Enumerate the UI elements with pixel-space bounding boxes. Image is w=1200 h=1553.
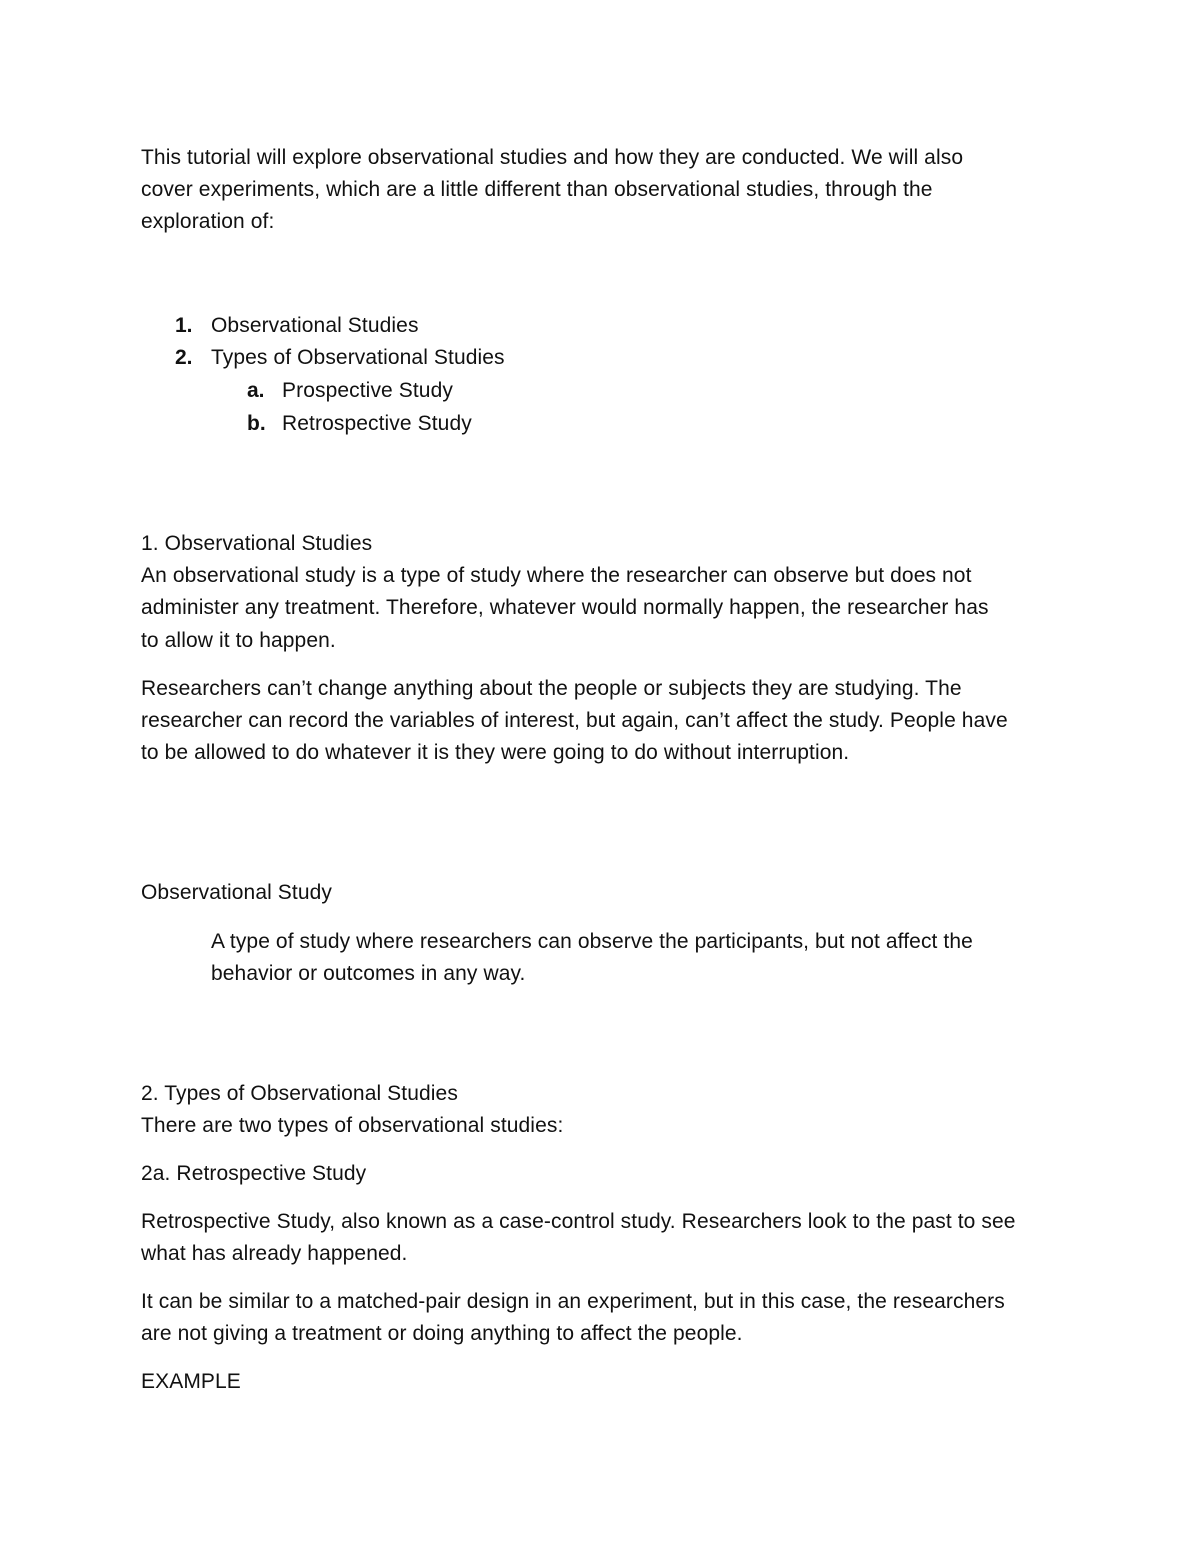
toc-item-2-marker: 2. [175, 346, 193, 369]
section1-para2-line-2: researcher can record the variables of interest, but again, can’t affect the study. People have [141, 709, 1008, 732]
section2-para1-line-2: what has already happened. [141, 1242, 408, 1265]
section1-para2-line-3: to be allowed to do whatever it is they were going to do without interruption. [141, 741, 850, 764]
toc-item-1-marker: 1. [175, 314, 193, 337]
toc-subitem-b-marker: b. [247, 412, 266, 435]
definition-term: Observational Study [141, 881, 333, 904]
section2-intro: There are two types of observational studies: [141, 1114, 564, 1137]
toc-subitem-a-marker: a. [247, 379, 265, 402]
section2-para1-line-1: Retrospective Study, also known as a case-control study. Researchers look to the past to see [141, 1210, 1016, 1233]
section2-para2-line-2: are not giving a treatment or doing anything to affect the people. [141, 1322, 743, 1345]
section1-heading: 1. Observational Studies [141, 532, 373, 555]
section2-heading: 2. Types of Observational Studies [141, 1082, 458, 1105]
toc-item-2-label: Types of Observational Studies [211, 346, 505, 369]
definition-line-1: A type of study where researchers can observe the participants, but not affect the [211, 930, 973, 953]
intro-line-3: exploration of: [141, 210, 275, 233]
section1-para1-line-2: administer any treatment. Therefore, whatever would normally happen, the researcher has [141, 596, 989, 619]
section2-para2-line-1: It can be similar to a matched-pair design in an experiment, but in this case, the researchers [141, 1290, 1005, 1313]
section1-para1-line-3: to allow it to happen. [141, 629, 336, 652]
section1-para2-line-1: Researchers can’t change anything about the people or subjects they are studying. The [141, 677, 962, 700]
intro-line-2: cover experiments, which are a little different than observational studies, through the [141, 178, 933, 201]
definition-line-2: behavior or outcomes in any way. [211, 962, 526, 985]
toc-subitem-a-label: Prospective Study [282, 379, 453, 402]
example-label: EXAMPLE [141, 1370, 241, 1393]
intro-line-1: This tutorial will explore observational studies and how they are conducted. We will also [141, 146, 964, 169]
toc-subitem-b-label: Retrospective Study [282, 412, 472, 435]
section2-sub-heading: 2a. Retrospective Study [141, 1162, 367, 1185]
toc-item-1-label: Observational Studies [211, 314, 419, 337]
section1-para1-line-1: An observational study is a type of study where the researcher can observe but does not [141, 564, 972, 587]
